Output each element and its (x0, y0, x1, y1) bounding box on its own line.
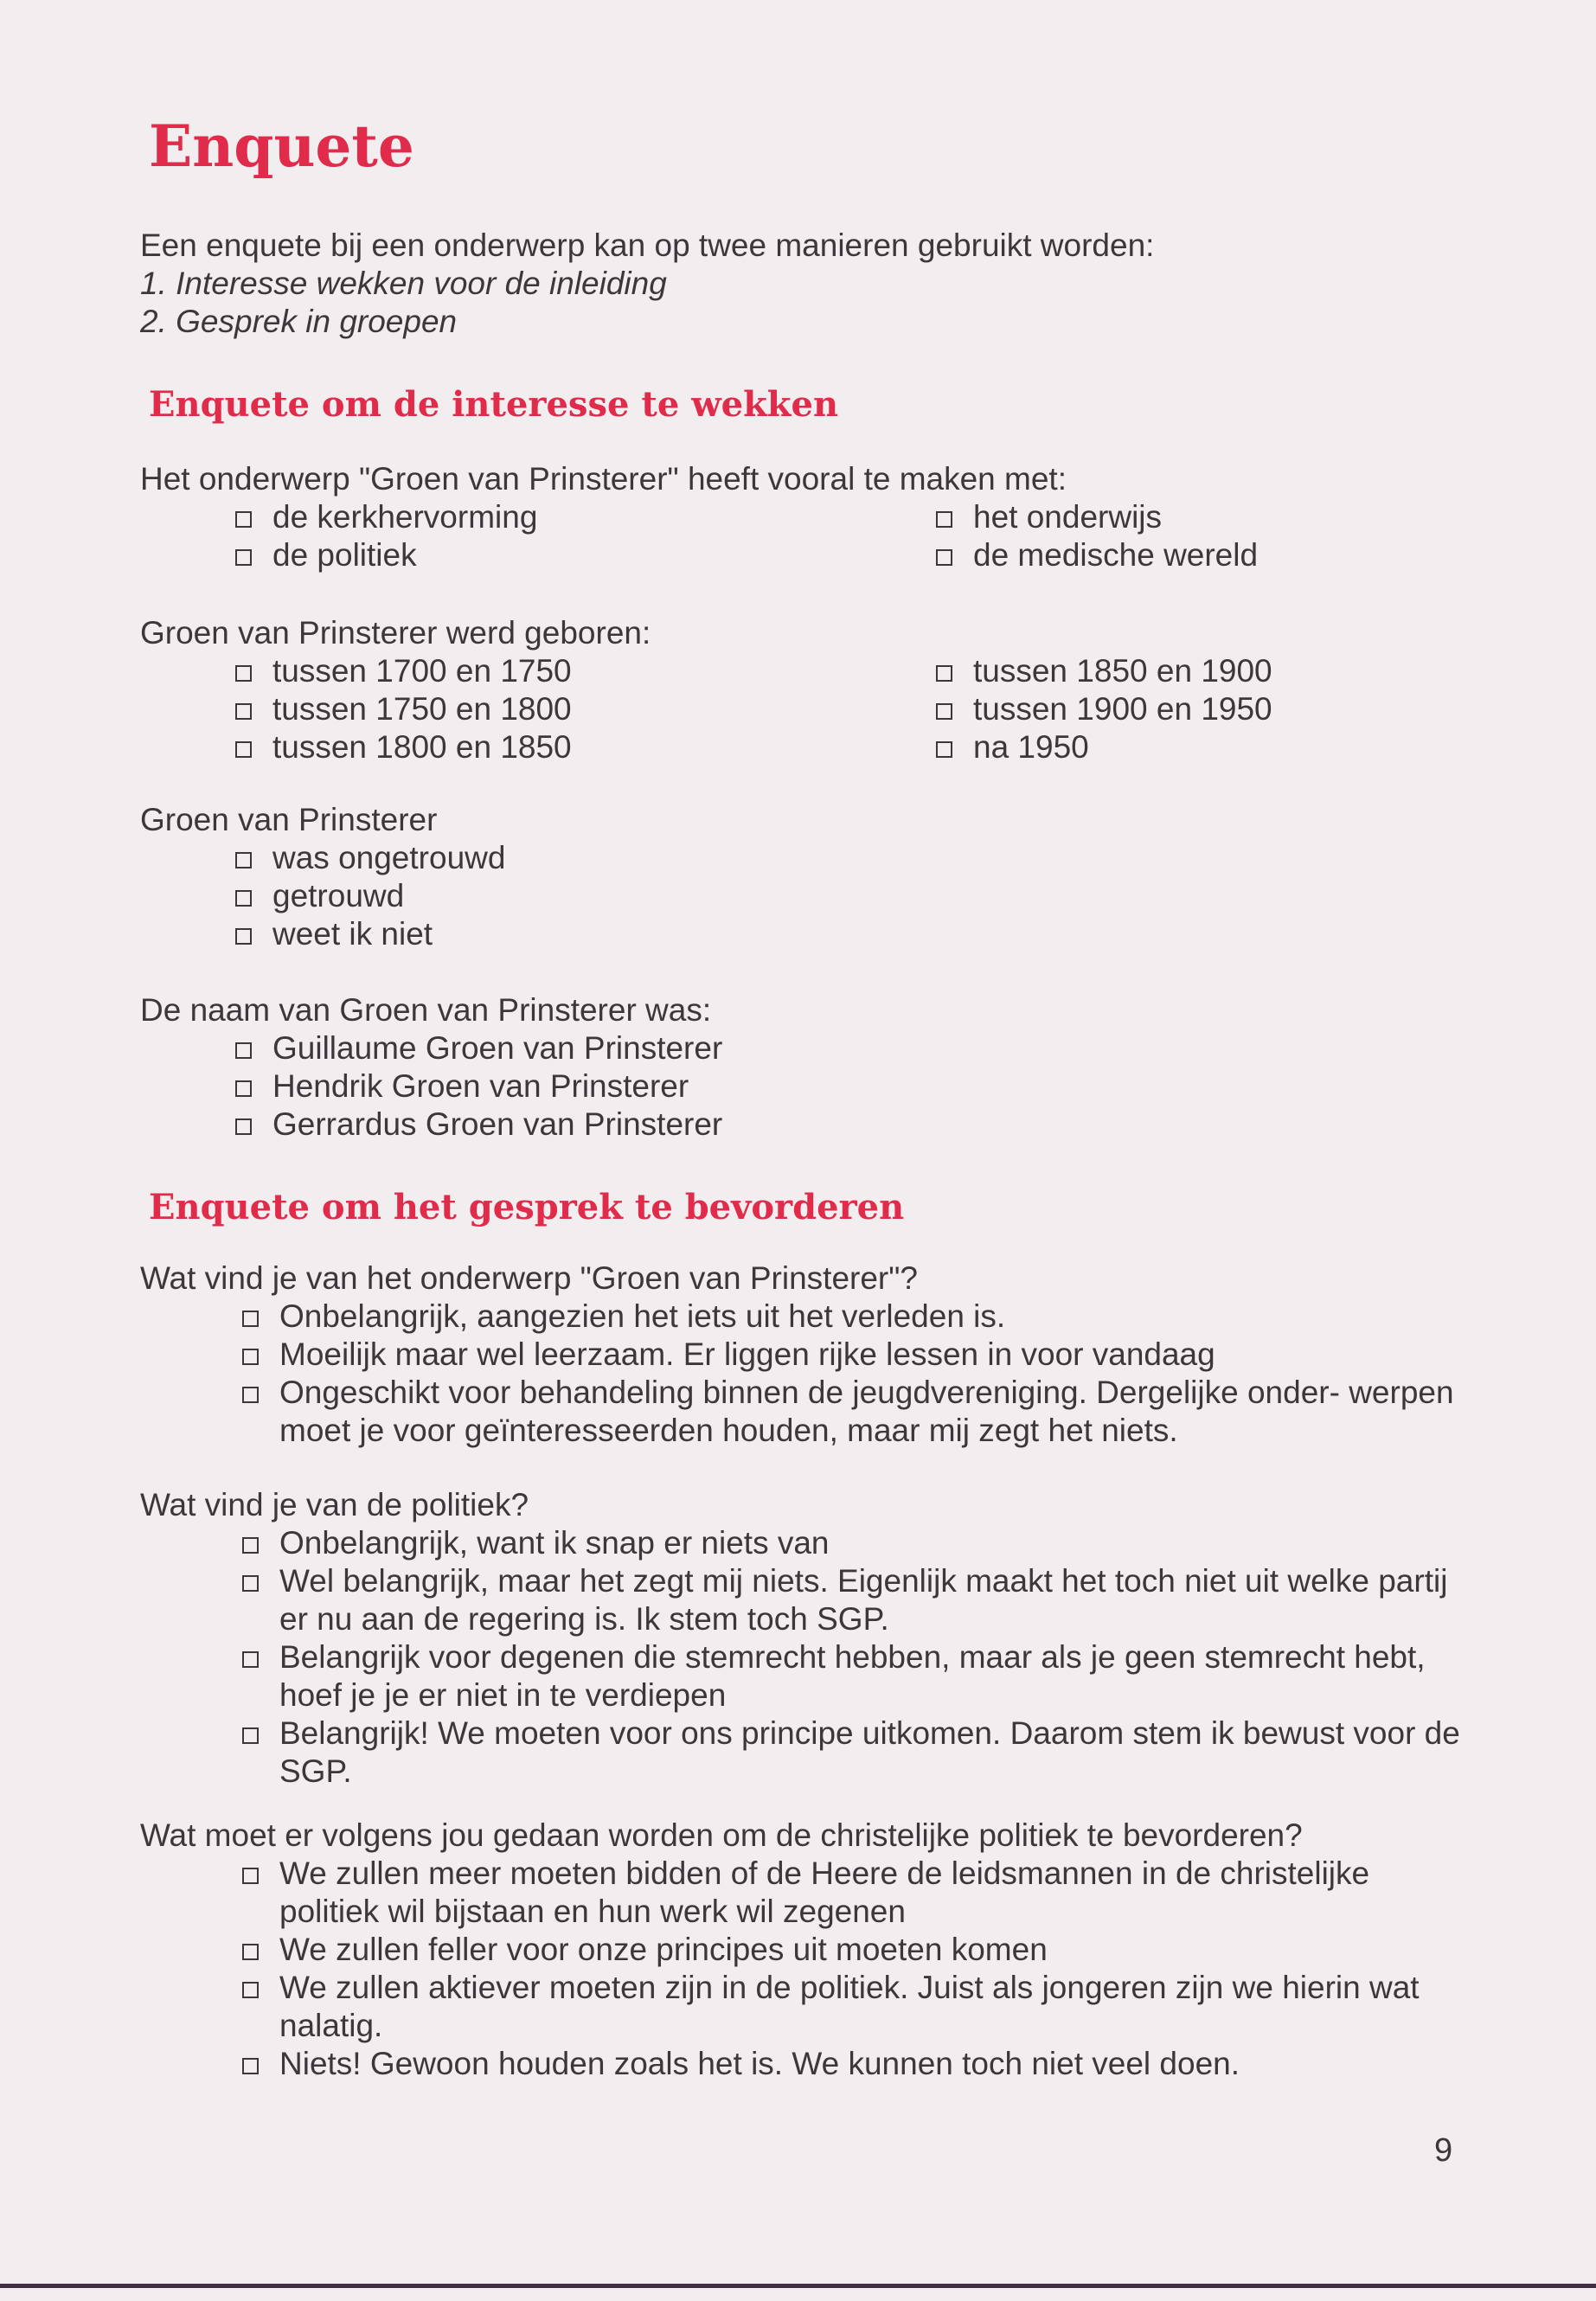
question-subject (140, 460, 1596, 574)
option-label: weet ik niet (272, 916, 433, 952)
checkbox-option[interactable] (235, 1106, 722, 1144)
intro-item: 2. Gesprek in groepen (140, 304, 458, 339)
question-married (140, 801, 505, 953)
question-text: Het onderwerp "Groen van Prinsterer" heeft vooral te maken met: (140, 461, 1067, 497)
option-label: het onderwijs (973, 499, 1163, 535)
question-text: De naam van Groen van Prinsterer was: (140, 992, 712, 1028)
checkbox-icon[interactable] (936, 703, 952, 720)
question-opinion-politics (140, 1486, 1473, 1791)
checkbox-icon[interactable] (235, 1042, 252, 1059)
checkbox-option[interactable] (235, 536, 936, 574)
question-text: Groen van Prinsterer (140, 802, 438, 837)
option-label: de kerkhervorming (272, 499, 538, 535)
checkbox-icon[interactable] (235, 1080, 252, 1097)
checkbox-icon[interactable] (235, 928, 252, 945)
checkbox-option[interactable] (235, 1029, 722, 1067)
checkbox-option[interactable] (235, 690, 936, 728)
checkbox-option[interactable] (235, 915, 505, 953)
checkbox-icon[interactable] (936, 741, 952, 758)
option-label: Hendrik Groen van Prinsterer (272, 1068, 689, 1104)
question-text: Wat vind je van het onderwerp "Groen van Prinsterer"? (140, 1260, 918, 1296)
checkbox-icon[interactable] (235, 549, 252, 566)
checkbox-option[interactable] (242, 1298, 1473, 1336)
checkbox-icon[interactable] (235, 852, 252, 868)
checkbox-option[interactable] (242, 1969, 1473, 2045)
option-label: tussen 1750 en 1800 (272, 691, 572, 727)
checkbox-option[interactable] (242, 1715, 1473, 1791)
checkbox-icon[interactable] (242, 1575, 259, 1592)
option-label: tussen 1900 en 1950 (973, 691, 1272, 727)
checkbox-icon[interactable] (242, 1868, 259, 1884)
checkbox-option[interactable] (235, 877, 505, 915)
bottom-edge (0, 2284, 1596, 2288)
option-label: Gerrardus Groen van Prinsterer (272, 1106, 723, 1142)
checkbox-option[interactable] (242, 1336, 1473, 1374)
checkbox-option[interactable] (936, 652, 1596, 690)
question-text: Wat moet er volgens jou gedaan worden om de christelijke politiek te bevorderen? (140, 1817, 1303, 1853)
option-label: Moeilijk maar wel leerzaam. Er liggen rijke lessen in voor vandaag (279, 1336, 1215, 1372)
option-label: getrouwd (272, 878, 405, 913)
section-heading-interest: Enquete om de interesse te wekken (149, 384, 839, 425)
option-label: tussen 1850 en 1900 (973, 653, 1272, 689)
option-label: Ongeschikt voor behandeling binnen de jeugdvereniging. Dergelijke onder- werpen moet je voor geïnteresseerden houden, maar mij zegt het niets. (279, 1375, 1454, 1448)
question-christian-politics (140, 1817, 1473, 2083)
option-label: Wel belangrijk, maar het zegt mij niets. Eigenlijk maakt het toch niet uit welke partij er nu aan de regering is. Ik stem toch SGP. (279, 1563, 1448, 1637)
checkbox-option[interactable] (242, 1931, 1473, 1969)
option-label: We zullen aktiever moeten zijn in de politiek. Juist als jongeren zijn we hierin wat nalatig. (279, 1970, 1420, 2043)
checkbox-icon[interactable] (936, 511, 952, 528)
option-label: Guillaume Groen van Prinsterer (272, 1030, 723, 1066)
option-label: Onbelangrijk, aangezien het iets uit het verleden is. (279, 1298, 1006, 1334)
option-label: de politiek (272, 537, 417, 573)
checkbox-option[interactable] (242, 1638, 1473, 1715)
question-text: Wat vind je van de politiek? (140, 1487, 529, 1522)
option-label: We zullen feller voor onze principes uit moeten komen (279, 1932, 1048, 1967)
checkbox-option[interactable] (936, 536, 1596, 574)
checkbox-option[interactable] (242, 2045, 1473, 2083)
question-opinion-subject (140, 1259, 1473, 1450)
checkbox-option[interactable] (936, 690, 1596, 728)
checkbox-icon[interactable] (242, 1537, 259, 1554)
intro-text: Een enquete bij een onderwerp kan op twee manieren gebruikt worden: (140, 228, 1155, 263)
checkbox-icon[interactable] (235, 741, 252, 758)
checkbox-icon[interactable] (242, 1387, 259, 1403)
checkbox-icon[interactable] (235, 1118, 252, 1135)
checkbox-option[interactable] (235, 1067, 722, 1106)
checkbox-icon[interactable] (242, 1651, 259, 1668)
checkbox-option[interactable] (235, 498, 936, 536)
checkbox-icon[interactable] (235, 703, 252, 720)
question-name (140, 991, 722, 1144)
checkbox-option[interactable] (242, 1562, 1473, 1638)
checkbox-icon[interactable] (235, 890, 252, 907)
checkbox-option[interactable] (242, 1374, 1473, 1450)
checkbox-option[interactable] (936, 498, 1596, 536)
checkbox-icon[interactable] (242, 1982, 259, 1998)
option-label: We zullen meer moeten bidden of de Heere de leidsmannen in de christelijke politiek wil bijstaan en hun werk wil zegenen (279, 1856, 1370, 1929)
checkbox-option[interactable] (242, 1855, 1473, 1931)
checkbox-icon[interactable] (242, 1349, 259, 1365)
page-title: Enquete (149, 112, 414, 180)
question-born (140, 614, 1596, 766)
option-label: Niets! Gewoon houden zoals het is. We kunnen toch niet veel doen. (279, 2046, 1240, 2081)
checkbox-option[interactable] (235, 839, 505, 877)
option-label: Belangrijk! We moeten voor ons principe uitkomen. Daarom stem ik bewust voor de SGP. (279, 1715, 1460, 1789)
checkbox-icon[interactable] (235, 665, 252, 682)
checkbox-icon[interactable] (936, 665, 952, 682)
option-label: was ongetrouwd (272, 840, 506, 875)
checkbox-icon[interactable] (242, 2058, 259, 2074)
intro-item: 1. Interesse wekken voor de inleiding (140, 266, 667, 301)
checkbox-icon[interactable] (235, 511, 252, 528)
option-label: de medische wereld (973, 537, 1259, 573)
intro (140, 227, 1154, 341)
page-number: 9 (1434, 2132, 1453, 2169)
checkbox-option[interactable] (242, 1524, 1473, 1562)
checkbox-option[interactable] (235, 652, 936, 690)
option-label: Onbelangrijk, want ik snap er niets van (279, 1525, 830, 1561)
checkbox-option[interactable] (936, 728, 1596, 766)
checkbox-icon[interactable] (936, 549, 952, 566)
option-label: tussen 1700 en 1750 (272, 653, 572, 689)
option-label: tussen 1800 en 1850 (272, 729, 572, 765)
checkbox-icon[interactable] (242, 1944, 259, 1960)
option-label: na 1950 (973, 729, 1089, 765)
checkbox-icon[interactable] (242, 1727, 259, 1744)
section-heading-conversation: Enquete om het gesprek te bevorderen (149, 1187, 905, 1227)
checkbox-icon[interactable] (242, 1311, 259, 1327)
question-text: Groen van Prinsterer werd geboren: (140, 615, 651, 651)
checkbox-option[interactable] (235, 728, 936, 766)
option-label: Belangrijk voor degenen die stemrecht hebben, maar als je geen stemrecht hebt, hoef je je er niet in te verdiepen (279, 1639, 1426, 1713)
